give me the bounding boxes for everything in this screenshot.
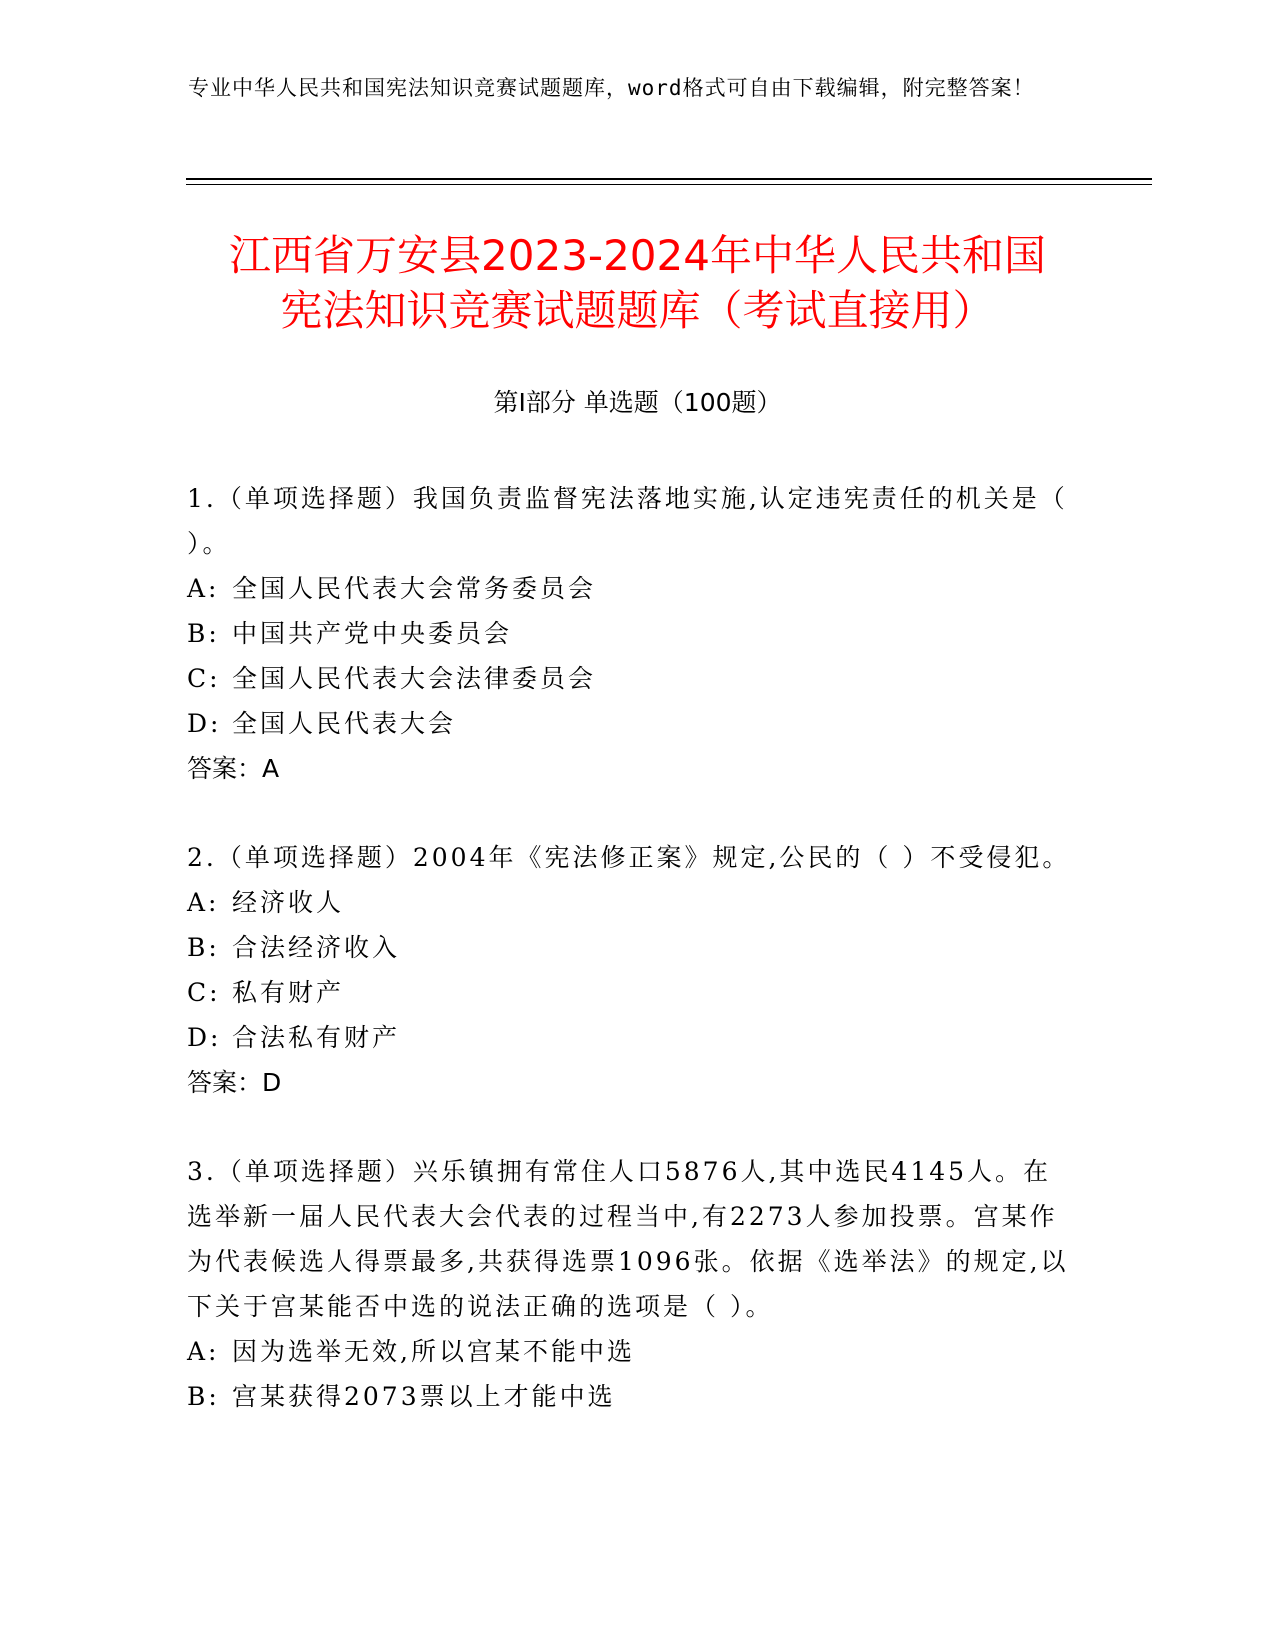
question-2 bbox=[187, 835, 1077, 1105]
option-text: 中国共产党中央委员会 bbox=[232, 619, 513, 648]
option-key: C: bbox=[187, 664, 221, 693]
header-divider-thin bbox=[186, 184, 1152, 185]
option-b bbox=[187, 925, 1077, 970]
question-stem: 3.（单项选择题）兴乐镇拥有常住人口5876人,其中选民4145人。在选举新一届人民代表大会代表的过程当中,有2273人参加投票。宫某作为代表候选人得票最多,共获得选票1096张。依据《选举法》的规定,以下关于宫某能否中选的说法正确的选项是（ ）。 bbox=[187, 1157, 1069, 1321]
section-heading: 第Ⅰ部分 单选题（100题） bbox=[493, 388, 782, 417]
option-key: A: bbox=[187, 888, 220, 917]
question-3 bbox=[187, 1149, 1077, 1419]
option-d bbox=[187, 1015, 1077, 1060]
document-title-line2: 宪法知识竞赛试题题库（考试直接用） bbox=[280, 286, 995, 335]
option-text: 全国人民代表大会常务委员会 bbox=[232, 574, 597, 603]
option-key: C: bbox=[187, 978, 221, 1007]
header-divider-thick bbox=[186, 178, 1152, 180]
question-list bbox=[187, 476, 1077, 1463]
option-text: 宫某获得2073票以上才能中选 bbox=[232, 1382, 616, 1411]
question-1 bbox=[187, 476, 1077, 791]
question-stem: 2.（单项选择题）2004年《宪法修正案》规定,公民的（ ）不受侵犯。 bbox=[187, 843, 1071, 872]
option-text: 合法经济收入 bbox=[232, 933, 401, 962]
option-key: A: bbox=[187, 574, 220, 603]
option-key: D: bbox=[187, 709, 222, 738]
header-note: 专业中华人民共和国宪法知识竞赛试题题库，word格式可自由下载编辑，附完整答案！ bbox=[188, 76, 1035, 100]
option-a bbox=[187, 880, 1077, 925]
answer-line: 答案：D bbox=[187, 1068, 282, 1097]
option-b bbox=[187, 1374, 1077, 1419]
option-c bbox=[187, 970, 1077, 1015]
option-text: 全国人民代表大会 bbox=[232, 709, 457, 738]
option-b bbox=[187, 611, 1077, 656]
answer-line: 答案：A bbox=[187, 754, 280, 783]
option-key: B: bbox=[187, 619, 220, 648]
document-title bbox=[150, 228, 1125, 338]
option-c bbox=[187, 656, 1077, 701]
option-text: 私有财产 bbox=[232, 978, 345, 1007]
option-text: 经济收人 bbox=[232, 888, 345, 917]
option-text: 全国人民代表大会法律委员会 bbox=[232, 664, 597, 693]
option-key: B: bbox=[187, 1382, 220, 1411]
option-key: D: bbox=[187, 1023, 222, 1052]
option-a bbox=[187, 1329, 1077, 1374]
document-title-line1: 江西省万安县2023-2024年中华人民共和国 bbox=[229, 231, 1046, 280]
option-text: 合法私有财产 bbox=[232, 1023, 401, 1052]
option-text: 因为选举无效,所以宫某不能中选 bbox=[232, 1337, 635, 1366]
option-d bbox=[187, 701, 1077, 746]
question-stem: 1.（单项选择题）我国负责监督宪法落地实施,认定违宪责任的机关是（ ）。 bbox=[187, 484, 1068, 558]
option-key: B: bbox=[187, 933, 220, 962]
option-key: A: bbox=[187, 1337, 220, 1366]
option-a bbox=[187, 566, 1077, 611]
